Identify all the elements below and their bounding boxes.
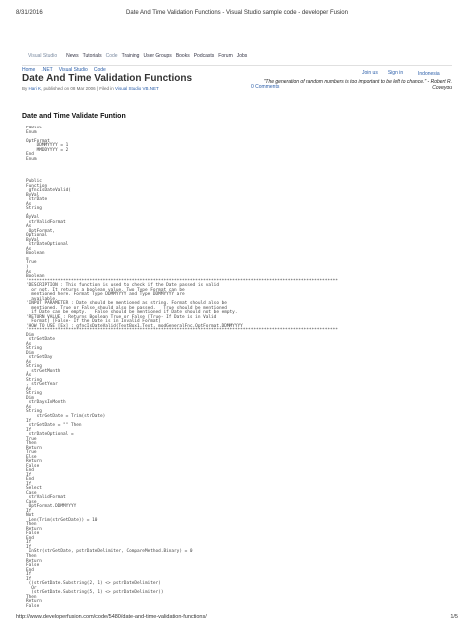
code-line: Optional: [26, 233, 48, 239]
code-line: 'INPUT PARAMETER : Date should be mentioned as string. Format should also be: [26, 301, 227, 307]
code-line: strGetDate = Trim(strDate): [26, 414, 106, 419]
code-line: Return: [26, 526, 42, 532]
code-line: If: [26, 481, 32, 487]
code-line: End: [26, 535, 34, 541]
code-line: If: [26, 572, 32, 578]
code-line: Function: [26, 183, 48, 189]
code-line: Select: [26, 486, 42, 492]
code-line: End: [26, 152, 34, 158]
article-title: Date And Time Validation Functions: [22, 73, 193, 84]
code-line: False: [26, 463, 40, 469]
code-line: Return: [26, 558, 42, 564]
code-line: OptFormat: [26, 138, 50, 144]
code-line: Boolean: [26, 251, 45, 257]
code-line: Dim: [26, 395, 34, 401]
code-line: Else: [26, 454, 37, 460]
section-heading: Date and Time Validate Funtion: [22, 113, 126, 120]
code-line: Dim: [26, 332, 34, 338]
language-selector[interactable]: Indonesia: [418, 71, 440, 77]
code-line: ByVal: [26, 192, 40, 198]
code-line: OptFormat.DDMMYYYY: [26, 504, 77, 510]
code-line: Then: [26, 441, 37, 447]
code-line: Case: [26, 499, 37, 505]
nav-item-podcasts[interactable]: Podcasts: [193, 53, 215, 59]
article-byline: [22, 86, 159, 91]
nav-item-code[interactable]: Code: [105, 53, 118, 59]
code-line: String: [26, 409, 42, 415]
code-line: Case: [26, 490, 37, 496]
code-line: If: [26, 576, 32, 582]
code-line: End: [26, 477, 34, 483]
random-quote: "The generation of random numbers is too important to be left to chance." - Robert R. Coveyou: [263, 79, 452, 91]
code-line: Enum: [26, 129, 37, 135]
code-line: DDMMYYYY = 1: [26, 143, 69, 149]
code-line: String: [26, 391, 42, 397]
code-line: String: [26, 377, 42, 383]
nav-item-news[interactable]: News: [66, 53, 79, 59]
code-line: As: [26, 246, 32, 252]
print-page-title: Date And Time Validation Functions - Visual Studio sample code - developer Fusion: [126, 10, 348, 16]
code-line: strValidFormat: [26, 495, 66, 501]
print-footer: [16, 614, 458, 624]
code-line: Format] [False- If the Date is in Invalid Format]: [26, 319, 161, 325]
breadcrumb-visual-studio[interactable]: Visual Studio: [58, 67, 88, 73]
code-line: strDaysInMonth: [26, 400, 66, 406]
code-line: Enum: [26, 156, 37, 162]
code-line: String: [26, 364, 42, 370]
join-link[interactable]: Join us: [362, 70, 378, 76]
code-line: Then: [26, 522, 37, 528]
code-line: strDate: [26, 197, 48, 203]
code-line: ,: [26, 210, 29, 216]
nav-item-books[interactable]: Books: [175, 53, 190, 59]
code-line: ByVal: [26, 237, 40, 243]
code-line: True: [26, 260, 37, 266]
code-line: 'DESCRIPTION : This function is used to check if the Date passed is valid: [26, 283, 219, 289]
code-line: strValidFormat: [26, 219, 66, 225]
code-line: As: [26, 224, 32, 230]
code-line: If: [26, 427, 32, 433]
code-line: (strGetDate.Substring(5, 1) <> pstrDateDelimiter)): [26, 590, 164, 596]
breadcrumb-code[interactable]: Code: [93, 67, 106, 73]
nav-item-tutorials[interactable]: Tutorials: [82, 53, 102, 59]
code-line: Len(Trim(strGetDate)) = 10: [26, 517, 98, 523]
code-line: strGetDate: [26, 337, 56, 343]
code-line: if Date can be empty. False should be mentioned if Date should not be empty.: [26, 310, 238, 316]
code-line: Boolean: [26, 274, 45, 280]
code-line: As: [26, 269, 32, 275]
code-line: , strGetYear: [26, 382, 58, 388]
code-line: Return: [26, 459, 42, 465]
code-line: or not. It returns a boolean value. Two Type Format can be: [26, 287, 185, 293]
code-line: Then: [26, 553, 37, 559]
print-date: 8/31/2016: [16, 10, 43, 16]
nav-item-jobs[interactable]: Jobs: [236, 53, 248, 59]
code-line: strDateOptional =: [26, 432, 74, 438]
nav-brand[interactable]: Visual Studio: [28, 53, 58, 59]
code-line: End: [26, 468, 34, 474]
code-line: Return: [26, 445, 42, 451]
code-line: 'RETURN VALUE : Returns Boolean True or False [True- If Date is in Valid: [26, 314, 217, 320]
byline-prefix: By: [22, 86, 28, 91]
code-line: 'HOW TO USE [Ex] : gfncIsDateValid(TextBox1.Text, modGeneralFnc.OptFormat.DDMMYYYY: [26, 323, 243, 329]
code-line: strGetDate = "" Then: [26, 423, 82, 429]
code-line: If: [26, 540, 32, 546]
code-line: ): [26, 264, 29, 270]
code-line: ((strGetDate.Substring(2, 1) <> pstrDateDelimiter): [26, 581, 161, 587]
code-line: Public: [26, 126, 42, 130]
code-line: True: [26, 436, 37, 442]
comments-link[interactable]: 0 Comments: [251, 84, 280, 90]
code-line: Dim: [26, 350, 34, 356]
code-line: If: [26, 472, 32, 478]
code-line: As: [26, 404, 32, 410]
code-line: As: [26, 373, 32, 379]
code-line: Public: [26, 179, 42, 185]
code-line: If: [26, 508, 32, 514]
author-link[interactable]: Hari K: [28, 86, 42, 91]
code-line: Then: [26, 594, 37, 600]
code-line: strDateOptional: [26, 242, 69, 248]
code-line: As: [26, 386, 32, 392]
code-line: ByVal: [26, 215, 40, 221]
top-navigation: [28, 50, 446, 62]
code-line: String: [26, 346, 42, 352]
code-line: String: [26, 206, 42, 212]
code-line: True: [26, 450, 37, 456]
print-url: http://www.developerfusion.com/code/5480/date-and-time-validation-functions/: [16, 614, 207, 620]
code-line: available.: [26, 296, 58, 302]
code-line: Or: [26, 585, 37, 591]
code-line: strGetDay: [26, 355, 53, 361]
breadcrumb-dotnet[interactable]: .NET: [41, 67, 53, 73]
breadcrumb-home[interactable]: Home: [22, 67, 36, 73]
signin-link[interactable]: Sign in: [387, 70, 404, 76]
code-line: OptFormat,: [26, 228, 56, 234]
code-listing: [26, 126, 456, 611]
code-line: False: [26, 603, 40, 609]
account-links: [362, 70, 403, 76]
print-page-number: 1/5: [450, 614, 458, 620]
nav-item-forum[interactable]: Forum: [218, 53, 233, 59]
code-line: Return: [26, 599, 42, 605]
code-line: As: [26, 341, 32, 347]
print-header: [16, 10, 458, 22]
tag-visual-studio[interactable]: Visual Studio: [115, 86, 142, 91]
code-line: mentioned here. Format Type DDMMYYYY and Type DDMMYYYY are: [26, 292, 185, 298]
code-line: As: [26, 201, 32, 207]
code-line: False: [26, 563, 40, 569]
code-line: '*********************************************************************************************************************: [26, 278, 338, 284]
code-line: If: [26, 418, 32, 424]
code-line: False: [26, 531, 40, 537]
code-line: End: [26, 567, 34, 573]
code-line: As: [26, 359, 32, 365]
code-line: =: [26, 255, 29, 261]
code-line: gfncIsDateValid(: [26, 188, 71, 194]
code-line: , strGetMonth: [26, 368, 61, 374]
nav-item-user-groups[interactable]: User Groups: [143, 53, 172, 59]
byline-published: , published on 08 Mar 2006 | Filed in: [41, 86, 114, 91]
code-line: InStr(strGetDate, pstrDateDelimiter, CompareMethod.Binary) = 0: [26, 549, 193, 555]
code-line: mentioned. True or False should also be passed. True should be mentioned: [26, 305, 227, 311]
code-line: MMDDYYYY = 2: [26, 147, 69, 153]
code-line: '*********************************************************************************************************************: [26, 328, 338, 334]
code-line: Not: [26, 513, 34, 519]
tag-vbnet[interactable]: VB.NET: [142, 86, 159, 91]
code-line: If: [26, 544, 32, 550]
nav-item-training[interactable]: Training: [121, 53, 140, 59]
